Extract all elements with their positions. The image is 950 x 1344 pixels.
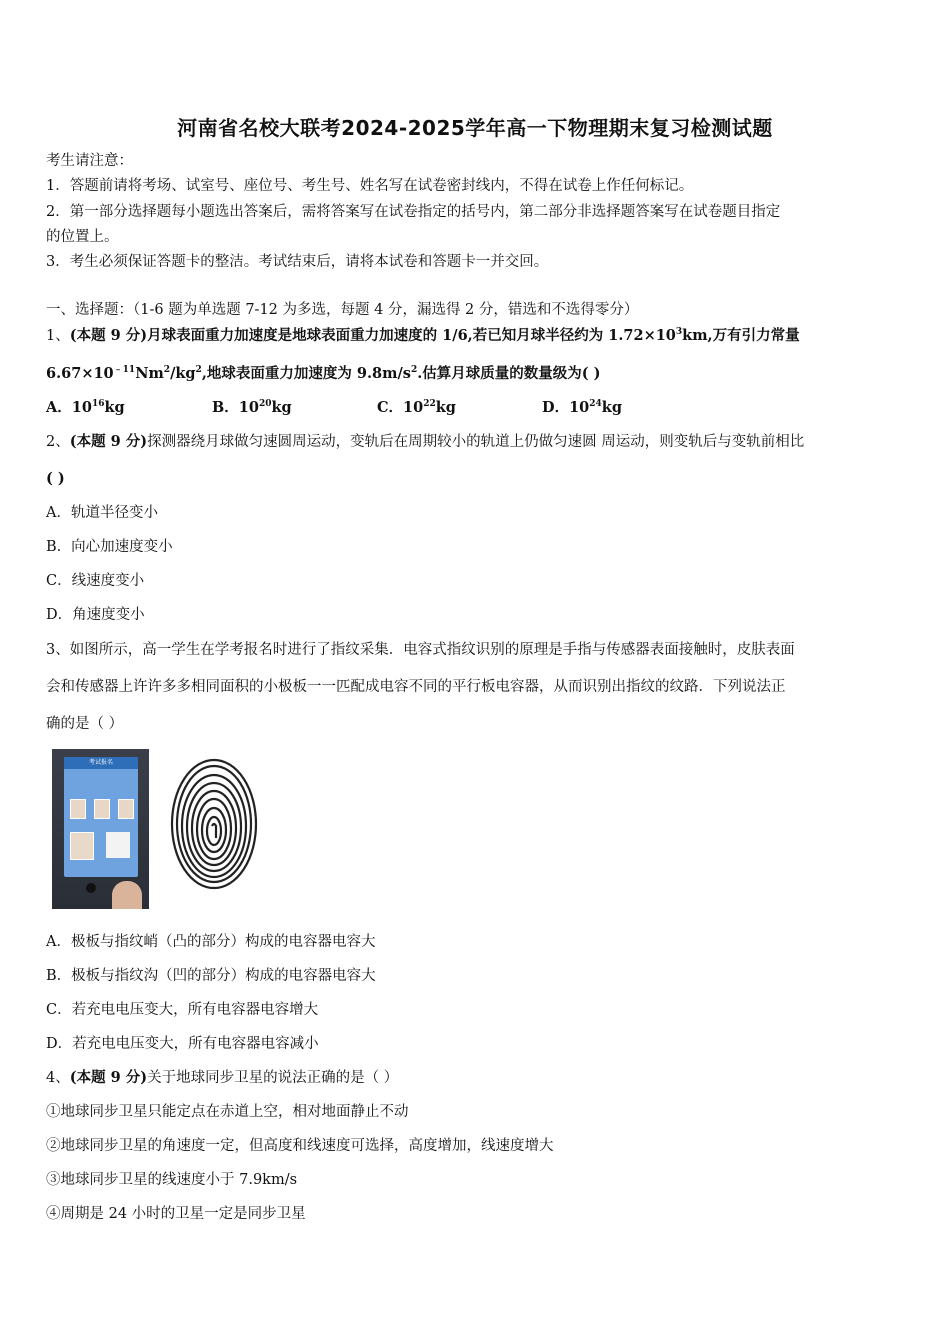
question-2-line-1 [46,432,804,452]
terminal-screen [64,757,138,877]
question-number: 2、 [46,434,70,450]
notice-item-1: 1．答题前请将考场、试室号、座位号、考生号、姓名写在试卷密封线内，不得在试卷上作任何标记。 [46,178,694,194]
q4-statement-4: ④周期是 24 小时的卫星一定是同步卫星 [46,1206,306,1222]
question-score: (本题 9 分) [69,1069,148,1086]
page-title: 河南省名校大联考2024-2025学年高一下物理期末复习检测试题 [177,116,773,140]
id-photo [118,799,134,819]
q2-option-a: A．轨道半径变小 [46,505,158,521]
question-text: km,万有引力常量 [682,327,800,344]
exponent: ﹣11 [113,365,136,375]
q4-statement-2: ②地球同步卫星的角速度一定，但高度和线速度可选择，高度增加，线速度增大 [46,1138,554,1154]
exponent: 2 [195,365,202,375]
question-3-line-3: 确的是（ ） [46,716,124,732]
unit-text: Nm [135,365,164,382]
question-3-line-1: 3、如图所示，高一学生在学考报名时进行了指纹采集．电容式指纹识别的原理是手指与传感器表面接触时，皮肤表面 [46,642,795,658]
registration-terminal-photo [52,749,149,909]
question-text: .估算月球质量的数量级为( ) [417,365,601,382]
q3-option-a: A．极板与指纹峭（凸的部分）构成的电容器电容大 [46,934,376,950]
constant-value: 6.67×10 [46,365,114,382]
q1-option-b: B．$10^{20}kg$ [212,399,292,416]
q2-option-b: B．向心加速度变小 [46,539,173,555]
q4-statement-1: ①地球同步卫星只能定点在赤道上空，相对地面静止不动 [46,1104,409,1120]
fingerprint-image [168,756,260,892]
question-text: 月球表面重力加速度是地球表面重力加速度的 1/6,若已知月球半径约为 1.72×10 [147,327,676,344]
question-score: (本题 9 分) [69,327,148,344]
notice-item-3: 3．考生必须保证答题卡的整洁。考试结束后，请将本试卷和答题卡一并交回。 [46,254,549,270]
question-text: 探测器绕月球做匀速圆周运动，变轨后在周期较小的轨道上仍做匀速圆 周运动，则变轨后与变轨前相比 [147,434,805,450]
q1-option-d: D．$10^{24}kg$ [542,399,622,416]
question-3-line-2: 会和传感器上许许多多相同面积的小极板一一匹配成电容不同的平行板电容器，从而识别出指纹的纹路．下列说法正 [46,679,786,695]
screen-title-bar [64,757,138,769]
q2-option-d: D．角速度变小 [46,607,145,623]
exponent: 2 [163,365,171,375]
section-heading: 一、选择题：（1-6 题为单选题 7-12 为多选，每题 4 分，漏选得 2 分，错选和不选得零分） [46,302,639,318]
id-photo [94,799,110,819]
q3-option-b: B．极板与指纹沟（凹的部分）构成的电容器电容大 [46,968,376,984]
question-score: (本题 9 分) [69,433,148,450]
question-1-line-2 [46,364,601,384]
question-number: 4、 [46,1070,70,1086]
id-photo [70,799,86,819]
q4-statement-3: ③地球同步卫星的线速度小于 7.9km/s [46,1172,298,1188]
question-1-line-1 [46,326,800,346]
question-text: ,地球表面重力加速度为 9.8m/s [201,365,411,382]
q2-option-c: C．线速度变小 [46,573,145,589]
exponent: 3 [675,327,683,337]
q3-option-d: D．若充电电压变大，所有电容器电容减小 [46,1036,319,1052]
question-text: 关于地球同步卫星的说法正确的是（ ） [147,1070,399,1086]
fingerprint-panel [106,832,130,858]
finger [112,881,142,909]
q1-option-a: A．$10^{16}kg$ [46,399,125,416]
sensor-lens [86,883,96,893]
notice-item-2: 2．第一部分选择题每小题选出答案后，需将答案写在试卷指定的括号内，第二部分非选择题答案写在试卷题目指定 [46,204,781,220]
notice-item-2-cont: 的位置上。 [46,229,119,245]
question-4-stem [46,1068,398,1088]
question-2-line-2: ( ) [46,470,65,487]
q3-option-c: C．若充电电压变大，所有电容器电容增大 [46,1002,319,1018]
unit-text: /kg [170,365,196,382]
notice-heading: 考生请注意： [46,153,133,169]
q1-option-c: C．$10^{22}kg$ [377,399,456,416]
camera-photo [70,832,94,860]
question-number: 1、 [46,328,70,344]
exponent: 2 [410,365,418,375]
screen-title: 考试报名 [88,759,113,766]
